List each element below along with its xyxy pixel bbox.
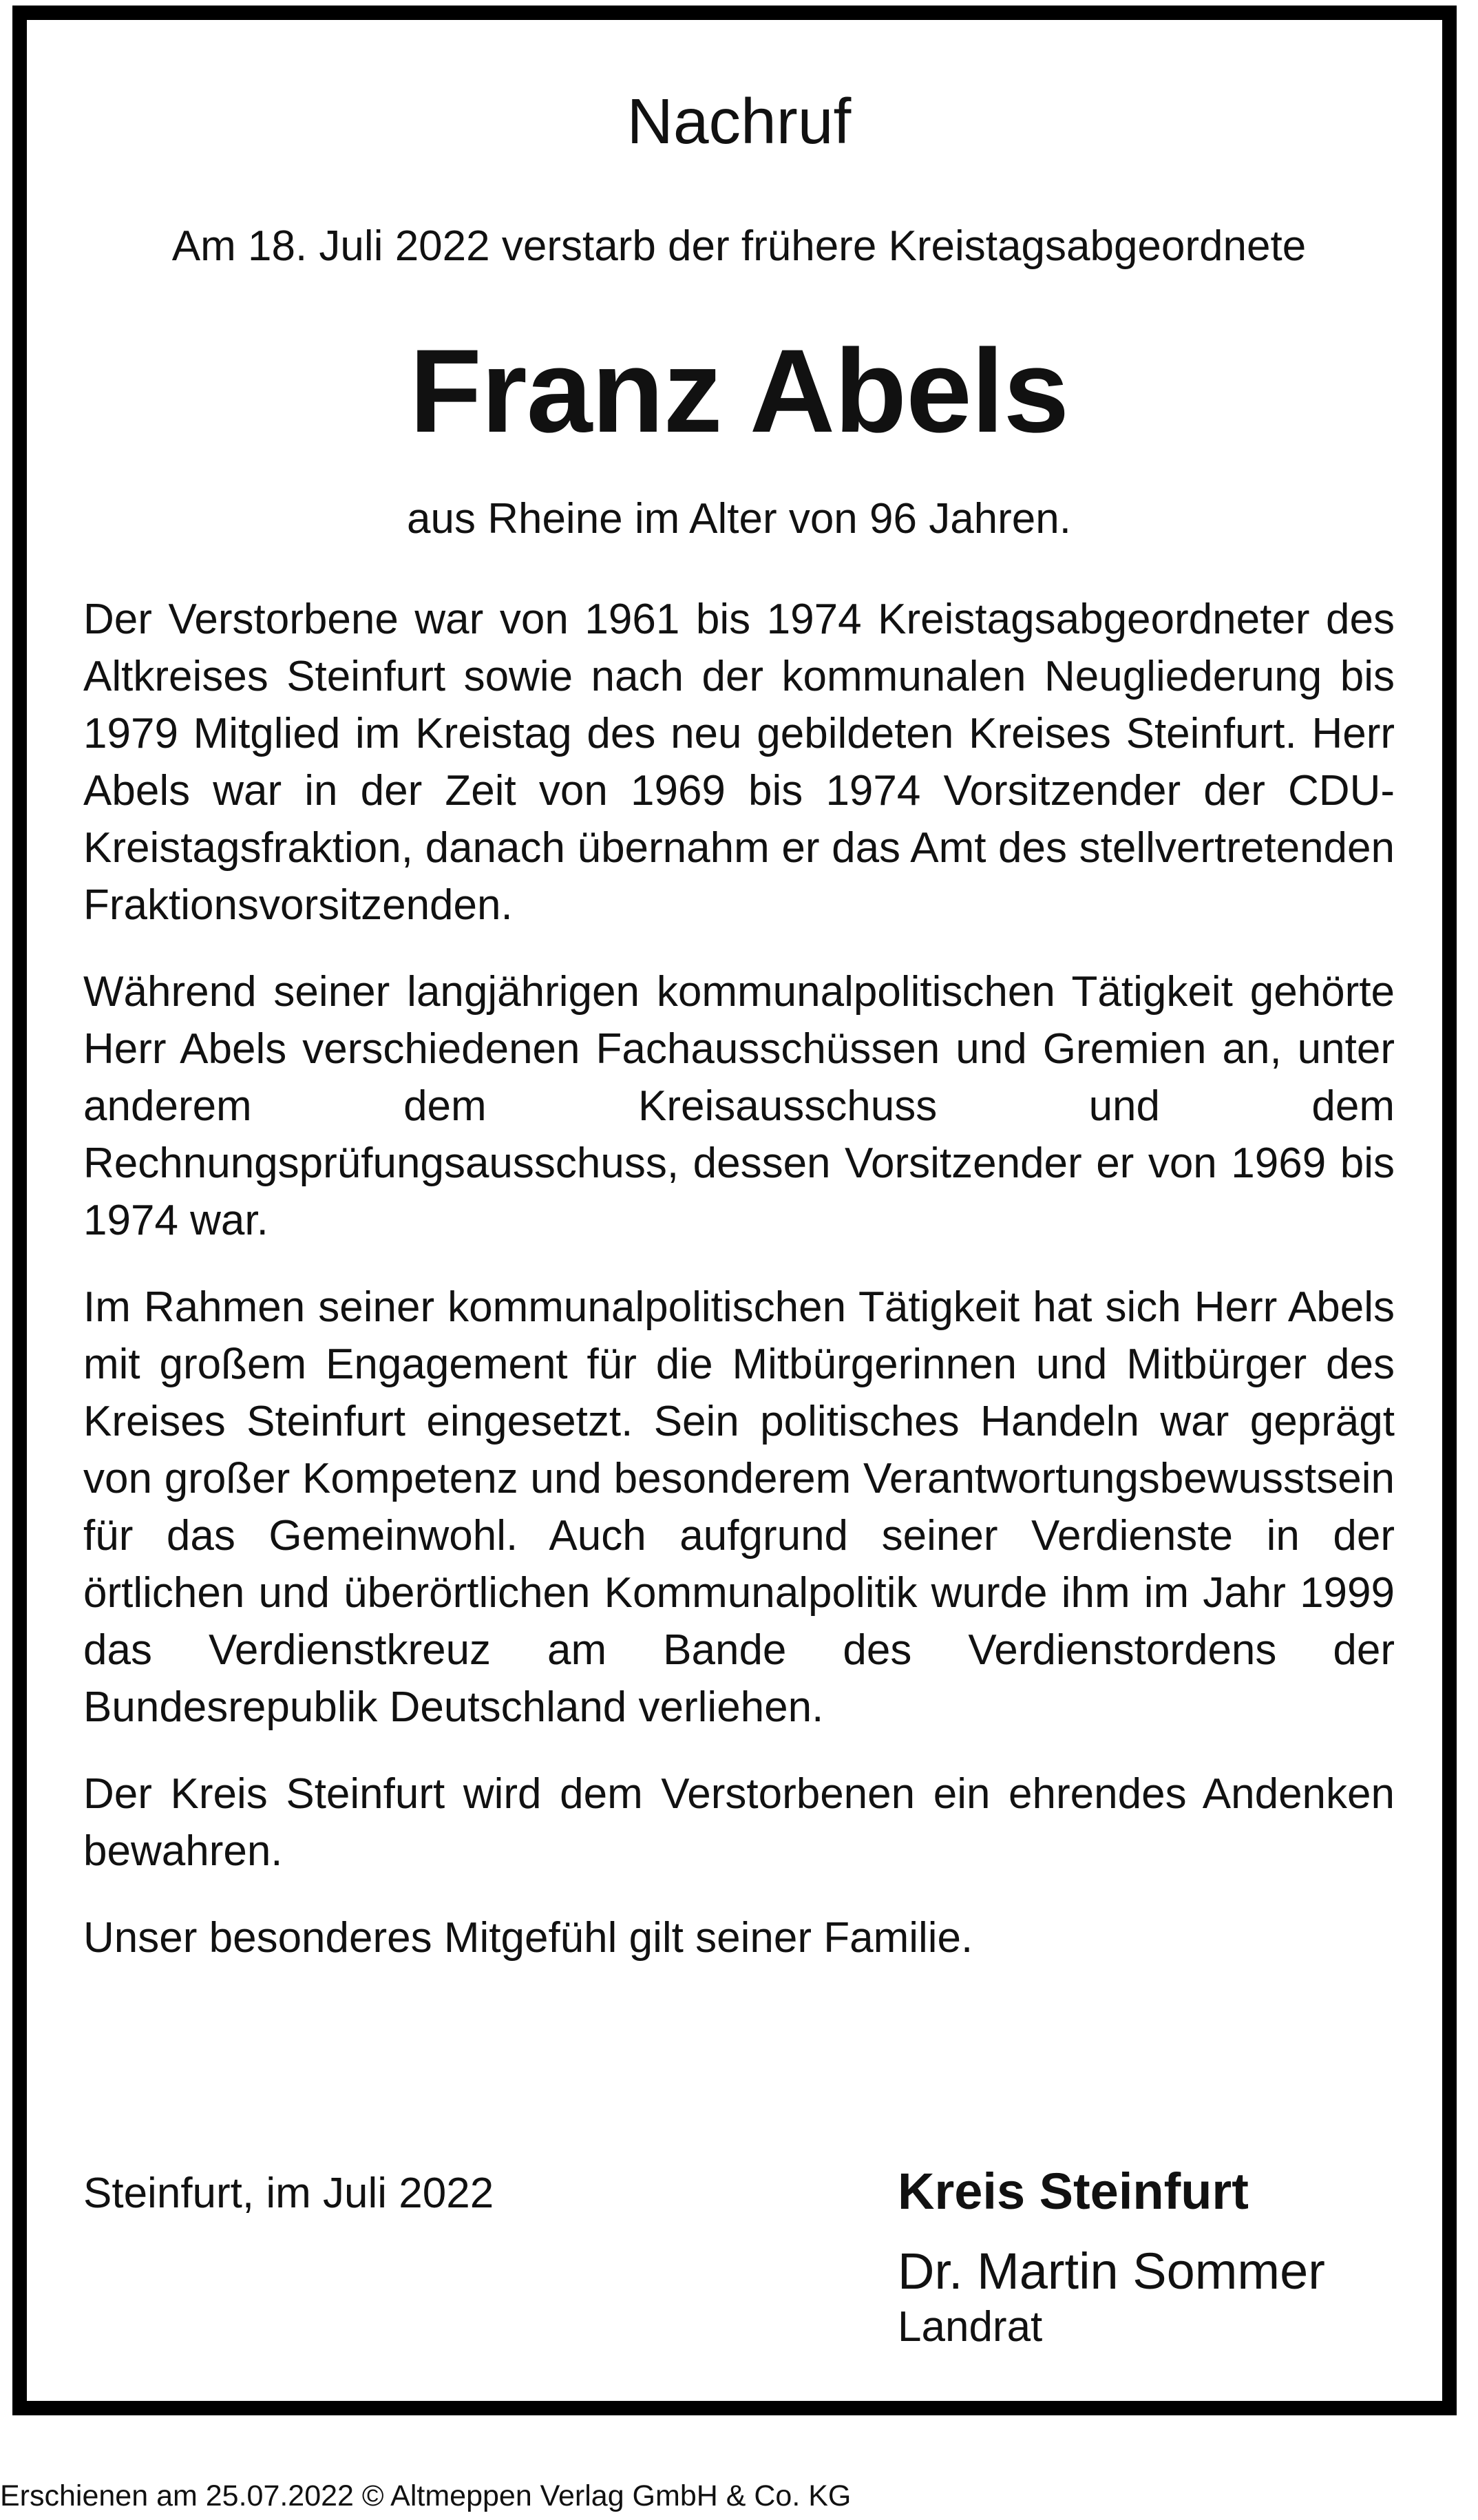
signature-role: Landrat: [898, 2303, 1043, 2351]
notice-heading: Nachruf: [626, 85, 852, 157]
paragraph-condolence: Unser besonderes Mitgefühl gilt seiner Familie.: [83, 1914, 973, 1962]
publication-footer: Erschienen am 25.07.2022 © Altmeppen Verlag GmbH & Co. KG: [0, 2479, 852, 2512]
paragraph-committees: Während seiner langjährigen kommunalpolitischen Tätigkeit gehörte Herr Abels verschiedenen Fachausschüssen und Gremien an, unter anderem dem Kreisausschuss und dem Rechnungsprüfungsausschuss, dessen Vorsitzender er von 1969 bis 1974 war.: [83, 968, 1395, 1244]
paragraph-remembrance: Der Kreis Steinfurt wird dem Verstorbenen ein ehrendes Andenken bewahren.: [83, 1770, 1395, 1875]
deceased-name: Franz Abels: [409, 325, 1069, 457]
place-and-date: Steinfurt, im Juli 2022: [83, 2170, 494, 2217]
intro-line: Am 18. Juli 2022 verstarb der frühere Kreistagsabgeordnete: [171, 222, 1307, 270]
signature-person: Dr. Martin Sommer: [898, 2243, 1325, 2300]
origin-age-line: aus Rheine im Alter von 96 Jahren.: [407, 495, 1071, 543]
paragraph-career: Der Verstorbene war von 1961 bis 1974 Kreistagsabgeordneter des Altkreises Steinfurt sowie nach der kommunalen Neugliederung bis 1979 Mitglied im Kreistag des neu gebildeten Kreises Steinfurt. Herr Abels war in der Zeit von 1969 bis 1974 Vorsitzender der CDU-Kreistagsfraktion, danach übernahm er das Amt des stellvertretenden Fraktionsvorsitzenden.: [83, 596, 1395, 929]
paragraph-engagement: Im Rahmen seiner kommunalpolitischen Tätigkeit hat sich Herr Abels mit großem Engagement für die Mitbürgerinnen und Mitbürger des Kreises Steinfurt eingesetzt. Sein politisches Handeln war geprägt von großer Kompetenz und besonderem Verantwortungsbewusstsein für das Gemeinwohl. Auch aufgrund seiner Verdienste in der örtlichen und überörtlichen Kommunalpolitik wurde ihm im Jahr 1999 das Verdienstkreuz am Bande des Verdienstordens der Bundesrepublik Deutschland verliehen.: [83, 1283, 1395, 1731]
signature-block: [898, 2162, 1325, 2352]
obituary-body: [83, 591, 1395, 1996]
signature-organization: Kreis Steinfurt: [898, 2163, 1249, 2220]
